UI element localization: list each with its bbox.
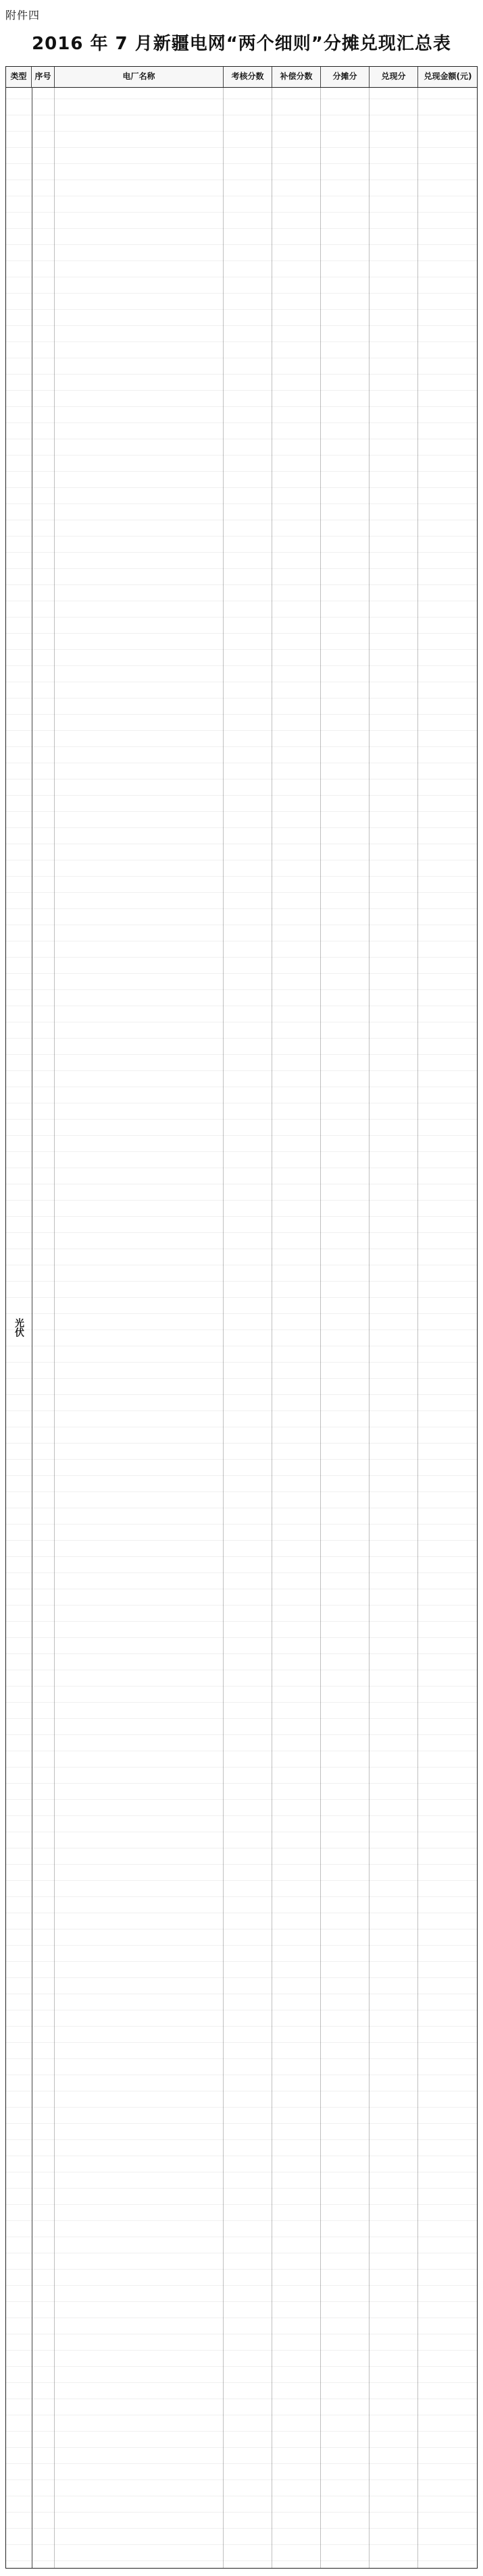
attachment-label: 附件四 xyxy=(5,9,41,22)
table-body-grid xyxy=(32,87,477,2568)
header-allocation: 分摊分 xyxy=(321,67,370,87)
col-index xyxy=(32,87,55,2568)
header-assessment: 考核分数 xyxy=(224,67,272,87)
col-amount xyxy=(418,87,478,2568)
col-compensation xyxy=(272,87,321,2568)
category-label: 光伏 xyxy=(6,87,32,2568)
col-assessment xyxy=(224,87,272,2568)
header-category: 类型 xyxy=(6,67,32,87)
header-net: 兑现分 xyxy=(370,67,418,87)
summary-table xyxy=(5,66,478,2569)
col-net xyxy=(370,87,418,2568)
header-index: 序号 xyxy=(32,67,55,87)
page-title: 2016 年 7 月新疆电网“两个细则”分摊兑现汇总表 xyxy=(32,34,451,54)
col-plant xyxy=(55,87,224,2568)
col-allocation xyxy=(321,87,370,2568)
table-header-row xyxy=(6,67,477,88)
header-amount: 兑现金额(元) xyxy=(424,72,472,82)
header-plant: 电厂名称 xyxy=(55,67,224,87)
header-compensation: 补偿分数 xyxy=(272,67,321,87)
